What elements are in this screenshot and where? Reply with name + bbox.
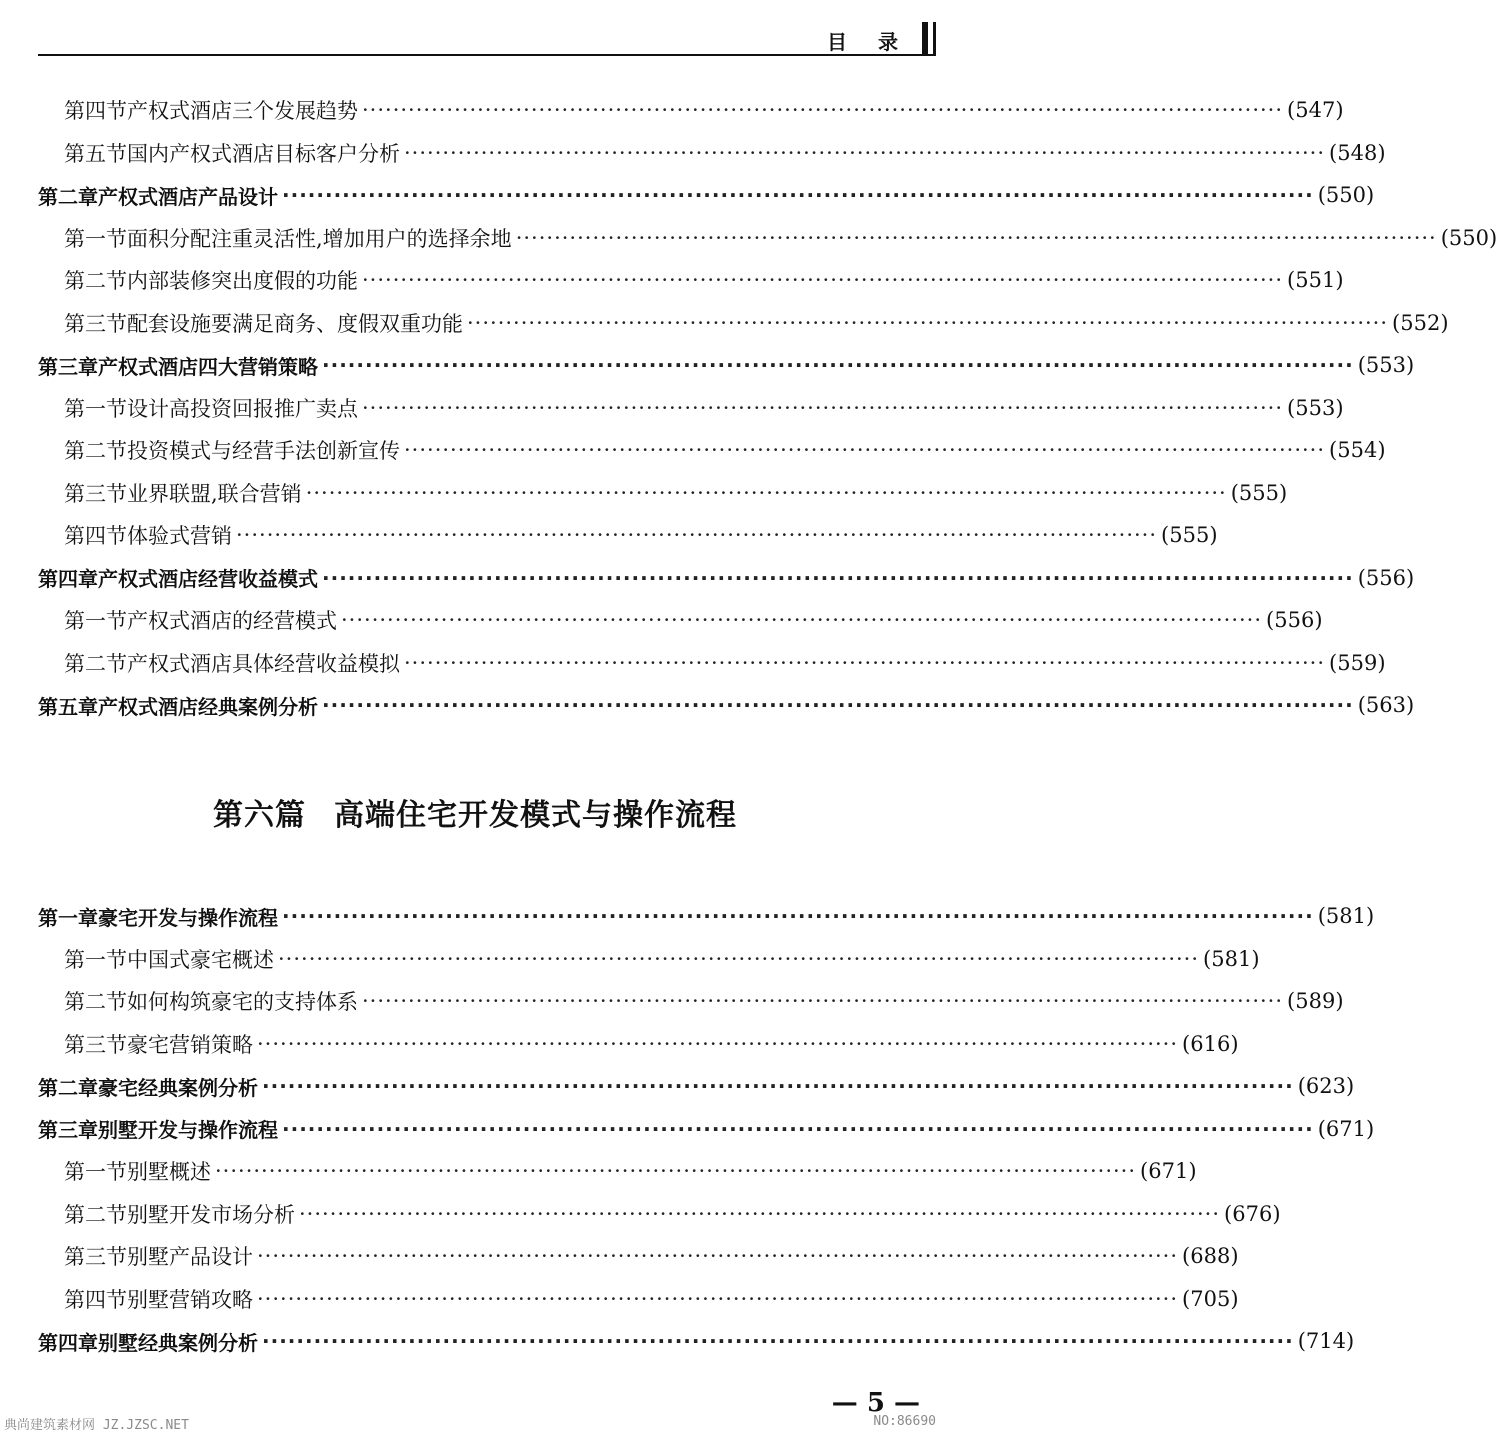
leader-dots: ························································································································ bbox=[299, 1201, 1221, 1226]
leader-dots: ························································································································ bbox=[282, 1116, 1314, 1141]
entry-title: 豪宅经典案例分析 bbox=[98, 1075, 258, 1100]
entry-title: 面积分配注重灵活性,增加用户的选择余地 bbox=[127, 226, 512, 251]
entry-page-number: (552) bbox=[1392, 310, 1449, 335]
entry-title: 内部装修突出度假的功能 bbox=[127, 269, 358, 293]
entry-page-number: (556) bbox=[1266, 608, 1323, 632]
entry-page-number: (671) bbox=[1140, 1159, 1197, 1183]
leader-dots: ························································································································ bbox=[467, 310, 1389, 335]
entry-page-number: (616) bbox=[1182, 1031, 1239, 1056]
entry-label: 第四章 bbox=[38, 567, 98, 591]
entry-label: 第四节 bbox=[64, 1287, 127, 1312]
entry-page-number: (548) bbox=[1329, 140, 1386, 165]
toc-section-entry[interactable] bbox=[64, 92, 1344, 128]
entry-title: 产权式酒店经典案例分析 bbox=[98, 694, 318, 719]
entry-page-number: (555) bbox=[1230, 480, 1288, 505]
leader-dots: ························································································································ bbox=[362, 395, 1284, 420]
toc-chapter-entry[interactable] bbox=[38, 1323, 1355, 1359]
leader-dots: ························································································································ bbox=[341, 608, 1263, 632]
entry-label: 第三节 bbox=[64, 1032, 127, 1057]
leader-dots: ························································································································ bbox=[278, 946, 1200, 971]
leader-dots: ························································································································ bbox=[515, 225, 1437, 250]
watermark-right: NO:86690 bbox=[873, 1414, 936, 1429]
header-thick-rule bbox=[922, 22, 928, 56]
entry-page-number: (551) bbox=[1287, 268, 1344, 292]
toc-section-entry[interactable] bbox=[64, 517, 1218, 553]
entry-title: 别墅开发市场分析 bbox=[127, 1202, 295, 1227]
leader-dots: ························································································································ bbox=[257, 1244, 1179, 1268]
entry-title: 别墅概述 bbox=[127, 1160, 211, 1184]
entry-title: 别墅产品设计 bbox=[127, 1245, 253, 1269]
toc-chapter-entry[interactable] bbox=[38, 560, 1415, 596]
entry-title: 业界联盟,联合营销 bbox=[127, 481, 302, 506]
entry-label: 第二节 bbox=[64, 1202, 127, 1227]
toc-section-entry[interactable] bbox=[64, 135, 1386, 171]
toc-section-entry[interactable] bbox=[64, 390, 1344, 426]
entry-page-number: (547) bbox=[1287, 98, 1344, 122]
toc-section-entry[interactable] bbox=[64, 220, 1497, 256]
entry-page-number: (589) bbox=[1287, 989, 1344, 1013]
entry-title: 产权式酒店三个发展趋势 bbox=[127, 99, 358, 123]
toc-chapter-entry[interactable] bbox=[38, 347, 1415, 383]
entry-label: 第一节 bbox=[64, 226, 127, 251]
toc-section-entry[interactable] bbox=[64, 262, 1344, 298]
entry-page-number: (550) bbox=[1317, 183, 1375, 207]
running-header bbox=[38, 24, 936, 56]
entry-label: 第一节 bbox=[64, 947, 127, 972]
entry-title: 设计高投资回报推广卖点 bbox=[127, 396, 358, 421]
header-thin-rule bbox=[933, 22, 936, 56]
entry-page-number: (623) bbox=[1297, 1074, 1355, 1098]
entry-title: 产权式酒店具体经营收益模拟 bbox=[127, 651, 400, 676]
entry-page-number: (554) bbox=[1329, 438, 1386, 462]
toc-section-entry[interactable] bbox=[64, 1026, 1239, 1062]
entry-title: 产权式酒店产品设计 bbox=[98, 184, 278, 209]
leader-dots: ························································································································ bbox=[362, 98, 1284, 122]
leader-dots: ························································································································ bbox=[305, 480, 1227, 505]
entry-label: 第四节 bbox=[64, 524, 127, 548]
header-title: 目 录 bbox=[827, 30, 910, 54]
entry-title: 产权式酒店的经营模式 bbox=[127, 609, 337, 633]
entry-title: 国内产权式酒店目标客户分析 bbox=[127, 141, 400, 166]
entry-page-number: (553) bbox=[1357, 353, 1415, 377]
entry-page-number: (676) bbox=[1224, 1201, 1281, 1226]
leader-dots: ························································································································ bbox=[262, 1074, 1294, 1098]
leader-dots: ························································································································ bbox=[282, 183, 1314, 207]
leader-dots: ························································································································ bbox=[362, 268, 1284, 292]
entry-label: 第二节 bbox=[64, 439, 127, 463]
entry-label: 第二节 bbox=[64, 269, 127, 293]
toc-section-entry[interactable] bbox=[64, 941, 1260, 977]
entry-title: 产权式酒店四大营销策略 bbox=[98, 354, 318, 379]
part-title: 高端住宅开发模式与操作流程 bbox=[334, 798, 737, 833]
toc-chapter-entry[interactable] bbox=[38, 1111, 1375, 1147]
toc-section-entry[interactable] bbox=[64, 602, 1323, 638]
entry-label: 第三节 bbox=[64, 1245, 127, 1269]
leader-dots: ························································································································ bbox=[236, 523, 1158, 547]
toc-section-entry[interactable] bbox=[64, 645, 1386, 681]
entry-title: 体验式营销 bbox=[127, 524, 232, 548]
entry-label: 第三章 bbox=[38, 1118, 98, 1142]
entry-label: 第四章 bbox=[38, 1330, 98, 1355]
toc-chapter-entry[interactable] bbox=[38, 898, 1375, 934]
page-number: — 5 — bbox=[831, 1388, 920, 1418]
leader-dots: ························································································································ bbox=[404, 438, 1326, 462]
entry-label: 第三节 bbox=[64, 311, 127, 336]
entry-title: 豪宅开发与操作流程 bbox=[98, 905, 278, 930]
entry-page-number: (553) bbox=[1287, 395, 1344, 420]
entry-title: 如何构筑豪宅的支持体系 bbox=[127, 990, 358, 1014]
entry-title: 配套设施要满足商务、度假双重功能 bbox=[127, 311, 463, 336]
entry-page-number: (581) bbox=[1317, 904, 1375, 928]
entry-title: 别墅经典案例分析 bbox=[98, 1330, 258, 1355]
entry-label: 第二节 bbox=[64, 651, 127, 676]
entry-label: 第二章 bbox=[38, 184, 98, 209]
entry-page-number: (705) bbox=[1182, 1286, 1239, 1311]
entry-label: 第三节 bbox=[64, 481, 127, 506]
toc-section-entry[interactable] bbox=[64, 1153, 1197, 1189]
leader-dots: ························································································································ bbox=[322, 353, 1354, 377]
toc-section-entry[interactable] bbox=[64, 432, 1386, 468]
toc-section-entry[interactable] bbox=[64, 1281, 1239, 1317]
entry-title: 豪宅营销策略 bbox=[127, 1032, 253, 1057]
leader-dots: ························································································································ bbox=[322, 693, 1354, 717]
entry-title: 中国式豪宅概述 bbox=[127, 947, 274, 972]
entry-label: 第一章 bbox=[38, 905, 98, 930]
entry-page-number: (550) bbox=[1440, 225, 1497, 250]
entry-page-number: (671) bbox=[1317, 1116, 1375, 1141]
entry-label: 第一节 bbox=[64, 396, 127, 421]
entry-page-number: (556) bbox=[1357, 565, 1415, 590]
entry-page-number: (563) bbox=[1357, 693, 1415, 717]
entry-title: 产权式酒店经营收益模式 bbox=[98, 567, 318, 591]
entry-title: 别墅开发与操作流程 bbox=[98, 1118, 278, 1142]
entry-page-number: (714) bbox=[1297, 1329, 1355, 1353]
leader-dots: ························································································································ bbox=[404, 140, 1326, 165]
entry-page-number: (581) bbox=[1203, 946, 1260, 971]
leader-dots: ························································································································ bbox=[404, 650, 1326, 675]
leader-dots: ························································································································ bbox=[362, 989, 1284, 1013]
watermark-left: 典尚建筑素材网 JZ.JZSC.NET bbox=[4, 1418, 189, 1433]
leader-dots: ························································································································ bbox=[215, 1159, 1137, 1183]
entry-label: 第四节 bbox=[64, 99, 127, 123]
entry-page-number: (688) bbox=[1182, 1244, 1239, 1268]
toc-section-entry[interactable] bbox=[64, 1196, 1281, 1232]
part-heading bbox=[0, 790, 950, 834]
entry-label: 第一节 bbox=[64, 609, 127, 633]
entry-label: 第二节 bbox=[64, 990, 127, 1014]
entry-label: 第五节 bbox=[64, 141, 127, 166]
toc-chapter-entry[interactable] bbox=[38, 177, 1375, 213]
entry-label: 第三章 bbox=[38, 354, 98, 379]
toc-section-entry[interactable] bbox=[64, 983, 1344, 1019]
toc-section-entry[interactable] bbox=[64, 1238, 1239, 1274]
entry-title: 投资模式与经营手法创新宣传 bbox=[127, 439, 400, 463]
leader-dots: ························································································································ bbox=[282, 904, 1314, 928]
entry-label: 第一节 bbox=[64, 1160, 127, 1184]
toc-section-entry[interactable] bbox=[64, 475, 1288, 511]
toc-chapter-entry[interactable] bbox=[38, 687, 1415, 723]
entry-label: 第五章 bbox=[38, 694, 98, 719]
entry-title: 别墅营销攻略 bbox=[127, 1287, 253, 1312]
leader-dots: ························································································································ bbox=[257, 1031, 1179, 1056]
entry-page-number: (555) bbox=[1161, 523, 1218, 547]
entry-label: 第二章 bbox=[38, 1075, 98, 1100]
toc-chapter-entry[interactable] bbox=[38, 1068, 1355, 1104]
leader-dots: ························································································································ bbox=[322, 565, 1354, 590]
leader-dots: ························································································································ bbox=[257, 1286, 1179, 1311]
toc-section-entry[interactable] bbox=[64, 305, 1449, 341]
part-label: 第六篇 bbox=[213, 798, 306, 833]
entry-page-number: (559) bbox=[1329, 650, 1386, 675]
leader-dots: ························································································································ bbox=[262, 1329, 1294, 1353]
